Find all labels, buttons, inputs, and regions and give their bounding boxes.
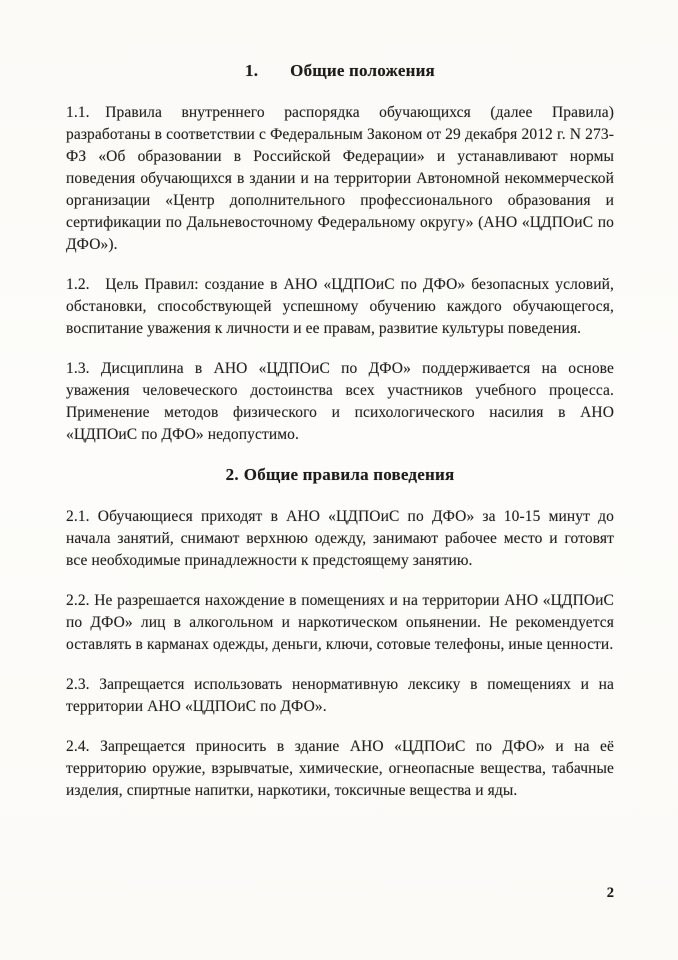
paragraph-2-1: 2.1. Обучающиеся приходят в АНО «ЦДПОиС по ДФО» за 10-15 минут до начала занятий, снимают верхнюю одежду, занимают рабочее место и готовят все необходимые принадлежности к предстоящему занятию. xyxy=(66,508,614,569)
section-1-heading-number: 1. xyxy=(245,61,259,80)
section-2-heading-title: Общие правила поведения xyxy=(243,465,455,484)
paragraph-1-2: 1.2. Цель Правил: создание в АНО «ЦДПОиС по ДФО» безопасных условий, обстановки, способствующей успешному обучению каждого обучающегося, воспитание уважения к личности и ее правам, развитие культуры поведения. xyxy=(66,276,614,337)
paragraph-1-3: 1.3. Дисциплина в АНО «ЦДПОиС по ДФО» поддерживается на основе уважения человеческого достоинства всех участников учебного процесса. Применение методов физического и психологического насилия в АНО «ЦДПОиС по ДФО» недопустимо. xyxy=(66,360,614,443)
page-content xyxy=(66,60,614,820)
paragraph-2-2: 2.2. Не разрешается нахождение в помещениях и на территории АНО «ЦДПОиС по ДФО» лиц в алкогольном и наркотическом опьянении. Не рекомендуется оставлять в карманах одежды, деньги, ключи, сотовые телефоны, иные ценности. xyxy=(66,592,614,653)
paragraph-2-4: 2.4. Запрещается приносить в здание АНО «ЦДПОиС по ДФО» и на её территорию оружие, взрывчатые, химические, огнеопасные вещества, табачные изделия, спиртные напитки, наркотики, токсичные вещества и яды. xyxy=(66,738,614,799)
section-1-heading xyxy=(66,60,614,82)
paragraph-1-1: 1.1. Правила внутреннего распорядка обучающихся (далее Правила) разработаны в соответствии с Федеральным Законом от 29 декабря 2012 г. N 273-ФЗ «Об образовании в Российской Федерации» и устанавливают нормы поведения обучающихся в здании и на территории Автономной некоммерческой организации «Центр дополнительного профессионального образования и сертификации по Дальневосточному Федеральному округу» (АНО «ЦДПОиС по ДФО»). xyxy=(66,104,614,253)
section-2-heading-number: 2. xyxy=(225,465,239,484)
section-1-heading-title: Общие положения xyxy=(290,61,435,80)
section-2-heading xyxy=(66,464,614,486)
page-number: 2 xyxy=(606,885,614,901)
paragraph-2-3: 2.3. Запрещается использовать ненормативную лексику в помещениях и на территории АНО «ЦДПОиС по ДФО». xyxy=(66,676,614,715)
